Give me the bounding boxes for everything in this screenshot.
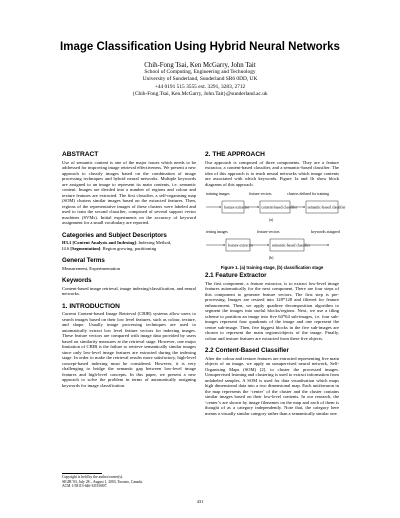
fig-b-feature-vectors-label: feature vectors — [257, 230, 280, 234]
fig-a-training-images-label: training images — [206, 192, 230, 196]
feature-extractor-text: The first component, a feature extractor, is to extract low-level image features automatically for the next component. There are four steps of this component to generate feature vectors. The first step is pre-processing. Images are resized into 128*128 and filtered for feature enhancement. Then, we apply quadtree decomposition algorithm to segment the images into useful blocks/regions. Next, we use a tiling scheme to partition an image into five 64*64 sub-images, i.e. four sub-images represent four quadrants of the image and one represent the centre sub-image. Then, five biggest blocks in the five sub-images are chosen to represent the main regions/objects of the image. Finally, colour and texture features are extracted from these five objects. — [205, 280, 339, 341]
left-column — [62, 152, 196, 390]
fig-a-label: (a) — [269, 218, 274, 222]
categories-line1-rest: : Indexing Method, — [135, 240, 172, 245]
general-terms-text: Measurement, Experimentation — [62, 265, 120, 271]
introduction-heading: 1. INTRODUCTION — [62, 302, 120, 310]
abstract-heading: ABSTRACT — [62, 151, 99, 158]
email-line: {Chih-Fong.Tsai, Ken.McGarry, John.Tait}@sunderland.ac.uk — [132, 90, 268, 97]
general-terms-heading: General Terms — [62, 257, 105, 264]
copyright-line-2: SIGIR '03, July 28 – August 1, 2003, Toronto, Canada. — [62, 479, 143, 484]
fig-a-clusters-label: clusters defined for training — [287, 192, 330, 196]
fig-b-semantic-classifier-label: semantic-based classifier — [272, 243, 311, 248]
keywords-heading: Keywords — [62, 277, 92, 284]
content-classifier-heading: 2.2 Content-Based Classifier — [205, 347, 289, 354]
keywords-text: Content-based image retrieval, image indexing/classification, and neural networks. — [62, 285, 196, 296]
introduction-text: Current Content-based Image Retrieval (CBIR) systems allow users to search images based on their low level features, such as colour, texture, and shape. Usually image processing techniques are used to automatically extract low level feature vectors for indexing images. These feature vectors are compared with image data provided by users based on similarity measures at the retrieval stage. However, one major limitation of CBIR is the failure to retrieve semantically similar images since only low-level image features are extracted during the indexing stage. In order to make the retrieval results more satisfactory, high-level concept-based indexing must be considered. However, it is very challenging to bridge the semantic gap between low-level image features and high-level concepts. In this paper, we present a new approach to solve the problem in terms of automatically assigning keywords for image classification. — [62, 311, 196, 388]
categories-text — [62, 240, 196, 251]
fig-b-label: (b) — [269, 256, 274, 260]
copyright-rule — [62, 473, 102, 474]
abstract-text: Use of semantic content is one of the major issues which needs to be addressed for improving image retrieval effectiveness. We present a new approach to classify images based on the combination of image processing techniques and hybrid neural networks. Multiple keywords are assigned to an image to represent its main contents, i.e. semantic content. Images are divided into a number of regions and colour and texture features are extracted. The first classifier, a self-organising map (SOM) clusters similar images based on the extracted features. Then, regions of the representative images of these clusters were labeled and used to train the second classifier, composed of several support vector machines (SVMs). Initial experiments on the accuracy of keyword assignment for a small vocabulary are reported. — [62, 159, 196, 225]
fig-a-feature-vectors-label: feature vectors — [249, 192, 272, 196]
paper-title: Image Classification Using Hybrid Neural Networks — [60, 41, 340, 53]
figure-1-diagram — [205, 189, 346, 293]
phone-line: +44 0191 515 3555 ext. 3291, 3283, 2712 — [154, 83, 246, 90]
right-column — [205, 151, 346, 418]
content-classifier-text: After the colour and texture features are extracted representing five main objects of an image, we apply an unsupervised neural network, Self-Organising Maps (SOM) [2], to cluster the processed images. Unsupervised learning and clustering is used to extract information from unlabeled samples. A SOM is used for data visualisation which maps high dimensional data into a two dimensional map. Each unit/neuron in the map represents the ‘center’ of the cluster and the cluster contains similar images based on their low-level contents. In our research, the ‘center’s are shown by image filenames on the map and each of them is thought of as a category independently. Note that, the category here means a visually similar category rather than a semantically similar one. — [205, 355, 339, 416]
categories-line2-bold: [Segmentation] — [70, 245, 101, 251]
approach-text: Our approach is composed of three components. They are a feature extractor, a content-based classifier, and a semantic-based classifier. The idea of this approach is to teach neural networks which image contents are associated with which keywords. Figure 1a and 1b show block diagrams of this approach. — [205, 159, 339, 187]
fig-a-content-classifier-label: content-based classifier — [261, 205, 298, 210]
copyright-line-1: Copyright is held by the author/owner(s). — [62, 475, 124, 479]
figure-1-caption: Figure 1. (a) training stage, (b) classification stage — [220, 265, 324, 270]
fig-b-testing-images-label: testing images — [206, 230, 228, 234]
copyright-line-3: ACM 1-58113-646-3/03/0007. — [62, 484, 108, 489]
affiliation-line-1: School of Computing, Engineering and Technology — [144, 69, 256, 76]
affiliation-line-2: University of Sunderland, Sunderland SR6 0DD, UK — [142, 76, 258, 83]
fig-a-semantic-classifier-label: semantic-based classifier — [307, 205, 346, 210]
figure-1 — [205, 189, 346, 293]
author-block — [80, 62, 320, 98]
categories-line1-bold: H3.1 [Content Analysis and Indexing] — [62, 240, 136, 245]
fig-a-feature-extractor-label: feature extractor — [224, 205, 249, 210]
categories-line2-pre: I4.6 — [62, 245, 71, 251]
author-names: Chih-Fong Tsai, Ken McGarry, John Tait — [144, 62, 256, 69]
fig-b-feature-extractor-label: feature extractor — [228, 243, 253, 248]
categories-line2-rest: : Region growing, partitioning — [100, 245, 157, 251]
copyright-block — [62, 475, 196, 489]
categories-heading: Categories and Subject Descriptors — [62, 231, 167, 239]
page-number: 431 — [196, 499, 204, 504]
feature-extractor-heading: 2.1 Feature Extractor — [205, 272, 267, 279]
approach-heading: 2. THE APPROACH — [205, 151, 265, 158]
fig-b-keywords-label: keywords assigned — [311, 230, 340, 234]
